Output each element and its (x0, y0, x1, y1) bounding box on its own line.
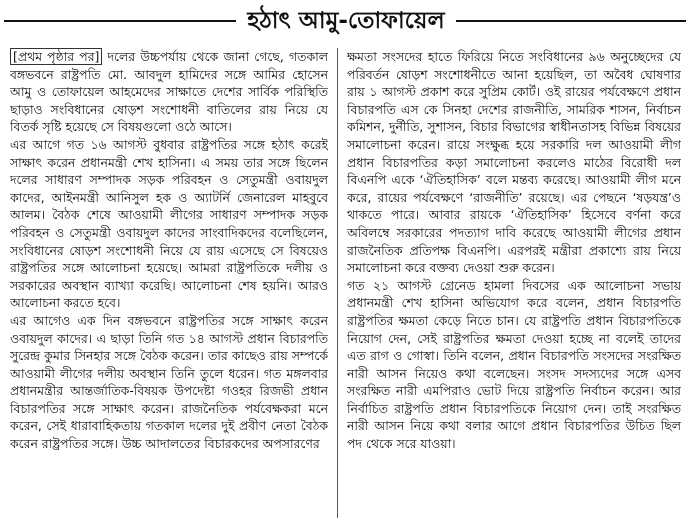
paragraph: এর আগেও এক দিন বঙ্গভবনে রাষ্ট্রপতির সঙ্গে সাক্ষাৎ করেন ওবায়দুল কাদের। এ ছাড়া তিনি গত ১৪ আগস্ট প্রধান বিচারপতি সুরেন্দ্র কুমার সিনহার সঙ্গে বৈঠক করেন। তার কাছেও রায় সম্পর্কে আওয়ামী লীগের দলীয় অবস্থান তিনি তুলে ধরেন। গত মঙ্গলবার প্রধানমন্ত্রীর আন্তর্জাতিক-বিষয়ক উপদেষ্টা গওহর রিজভী প্রধান বিচারপতির সঙ্গে সাক্ষাৎ করেন। রাজনৈতিক পর্যবেক্ষকরা মনে করেন, সেই ধারাবাহিকতায় গতকাল দলের দুই প্রবীণ নেতা বৈঠক করেন রাষ্ট্রপতির সঙ্গে। উচ্চ আদালতের বিচারকদের অপসারণের (10, 312, 328, 452)
headline: হঠাৎ আমু-তোফায়েল (247, 8, 445, 34)
right-column (347, 48, 681, 524)
paragraph (10, 48, 328, 136)
column-divider (337, 48, 338, 518)
paragraph-text: দলের উচ্চপর্যায় থেকে জানা গেছে, গতকাল বঙ্গভবনে রাষ্ট্রপতি মো. আবদুল হামিদের সঙ্গে আমির হোসেন আমু ও তোফায়েল আহমেদের সাক্ষাতে দেশের সার্বিক পরিস্থিতি ছাড়াও সংবিধানের ষোড়শ সংশোধনী বাতিলের রায় নিয়ে যে বিতর্ক সৃষ্টি হয়েছে সে বিষয়গুলো ওঠে আসে। (10, 49, 328, 135)
headline-rule-right (456, 20, 686, 22)
continued-tag: [প্রথম পৃষ্ঠার পর] (10, 48, 102, 65)
paragraph: এর আগে গত ১৬ আগস্ট বুধবার রাষ্ট্রপতির সঙ্গে হঠাৎ করেই সাক্ষাৎ করেন প্রধানমন্ত্রী শেখ হাসিনা। এ সময় তার সঙ্গে ছিলেন দলের সাধারণ সম্পাদক সড়ক পরিবহন ও সেতুমন্ত্রী ওবায়দুল কাদের, আইনমন্ত্রী আনিসুল হক ও অ্যাটর্নি জেনারেল মাহবুবে আলম। বৈঠক শেষে আওয়ামী লীগের সাধারণ সম্পাদক সড়ক পরিবহন ও সেতুমন্ত্রী ওবায়দুল কাদের সাংবাদিকদের বলেছিলেন, সংবিধানের ষোড়শ সংশোধনী নিয়ে যে রায় এসেছে সে বিষয়েও রাষ্ট্রপতির সঙ্গে আলোচনা হয়েছে। আমরা রাষ্ট্রপতিকে দলীয় ও সরকারের অবস্থান ব্যাখ্যা করেছি। আলোচনা শেষ হয়নি। আরও আলোচনা করতে হবে। (10, 136, 328, 311)
paragraph: ক্ষমতা সংসদের হাতে ফিরিয়ে নিতে সংবিধানের ৯৬ অনুচ্ছেদের যে পরিবর্তন ষোড়শ সংশোধনীতে আনা হয়েছিল, তা অবৈধ ঘোষণার রায় ১ আগস্ট প্রকাশ করে সুপ্রিম কোর্ট। ওই রায়ের পর্যবেক্ষণে প্রধান বিচারপতি এস কে সিনহা দেশের রাজনীতি, সামরিক শাসন, নির্বাচন কমিশন, দুর্নীতি, সুশাসন, বিচার বিভাগের স্বাধীনতাসহ বিভিন্ন বিষয়ের সমালোচনা করেন। রায়ে সংক্ষুব্ধ হয়ে সরকারি দল আওয়ামী লীগ প্রধান বিচারপতির কড়া সমালোচনা করলেও মাঠের বিরোধী দল বিএনপি একে ‘ঐতিহাসিক’ বলে মন্তব্য করেছে। আওয়ামী লীগ মনে করে, রায়ের পর্যবেক্ষণে ‘রাজনীতি’ রয়েছে। এর পেছনে ‘ষড়যন্ত্র’ও থাকতে পারে। আবার রায়কে ‘ঐতিহাসিক’ হিসেবে বর্ণনা করে অবিলম্বে সরকারের পদত্যাগ দাবি করেছে আওয়ামী লীগের প্রধান রাজনৈতিক প্রতিপক্ষ বিএনপি। এরপরই মন্ত্রীরা প্রকাশ্যে রায় নিয়ে সমালোচনা করে বক্তব্য দেওয়া শুরু করেন। (347, 49, 681, 276)
left-column (10, 48, 328, 524)
headline-rule-left (4, 20, 236, 22)
paragraph: গত ২১ আগস্ট গ্রেনেড হামলা দিবসের এক আলোচনা সভায় প্রধানমন্ত্রী শেখ হাসিনা অভিযোগ করে বলেন, প্রধান বিচারপতি রাষ্ট্রপতির ক্ষমতা কেড়ে নিতে চান। যে রাষ্ট্রপতি প্রধান বিচারপতিকে নিয়োগ দেন, সেই রাষ্ট্রপতির ক্ষমতা দেওয়া হচ্ছে না বলেই তাদের এত রাগ ও গোস্বা। তিনি বলেন, প্রধান বিচারপতি সংসদের সংরক্ষিত নারী আসন নিয়েও কথা বলেছেন। সংসদ সদস্যদের সঙ্গে এসব সংরক্ষিত নারী এমপিরাও ভোট দিয়ে রাষ্ট্রপতি নির্বাচন করেন। আর নির্বাচিত রাষ্ট্রপতি প্রধান বিচারপতিকে নিয়োগ দেন। তাই সংরক্ষিত নারী আসন নিয়ে কথা বলার আগে প্রধান বিচারপতির উচিত ছিল পদ থেকে সরে যাওয়া। (347, 277, 681, 452)
headline-bar (0, 0, 690, 40)
